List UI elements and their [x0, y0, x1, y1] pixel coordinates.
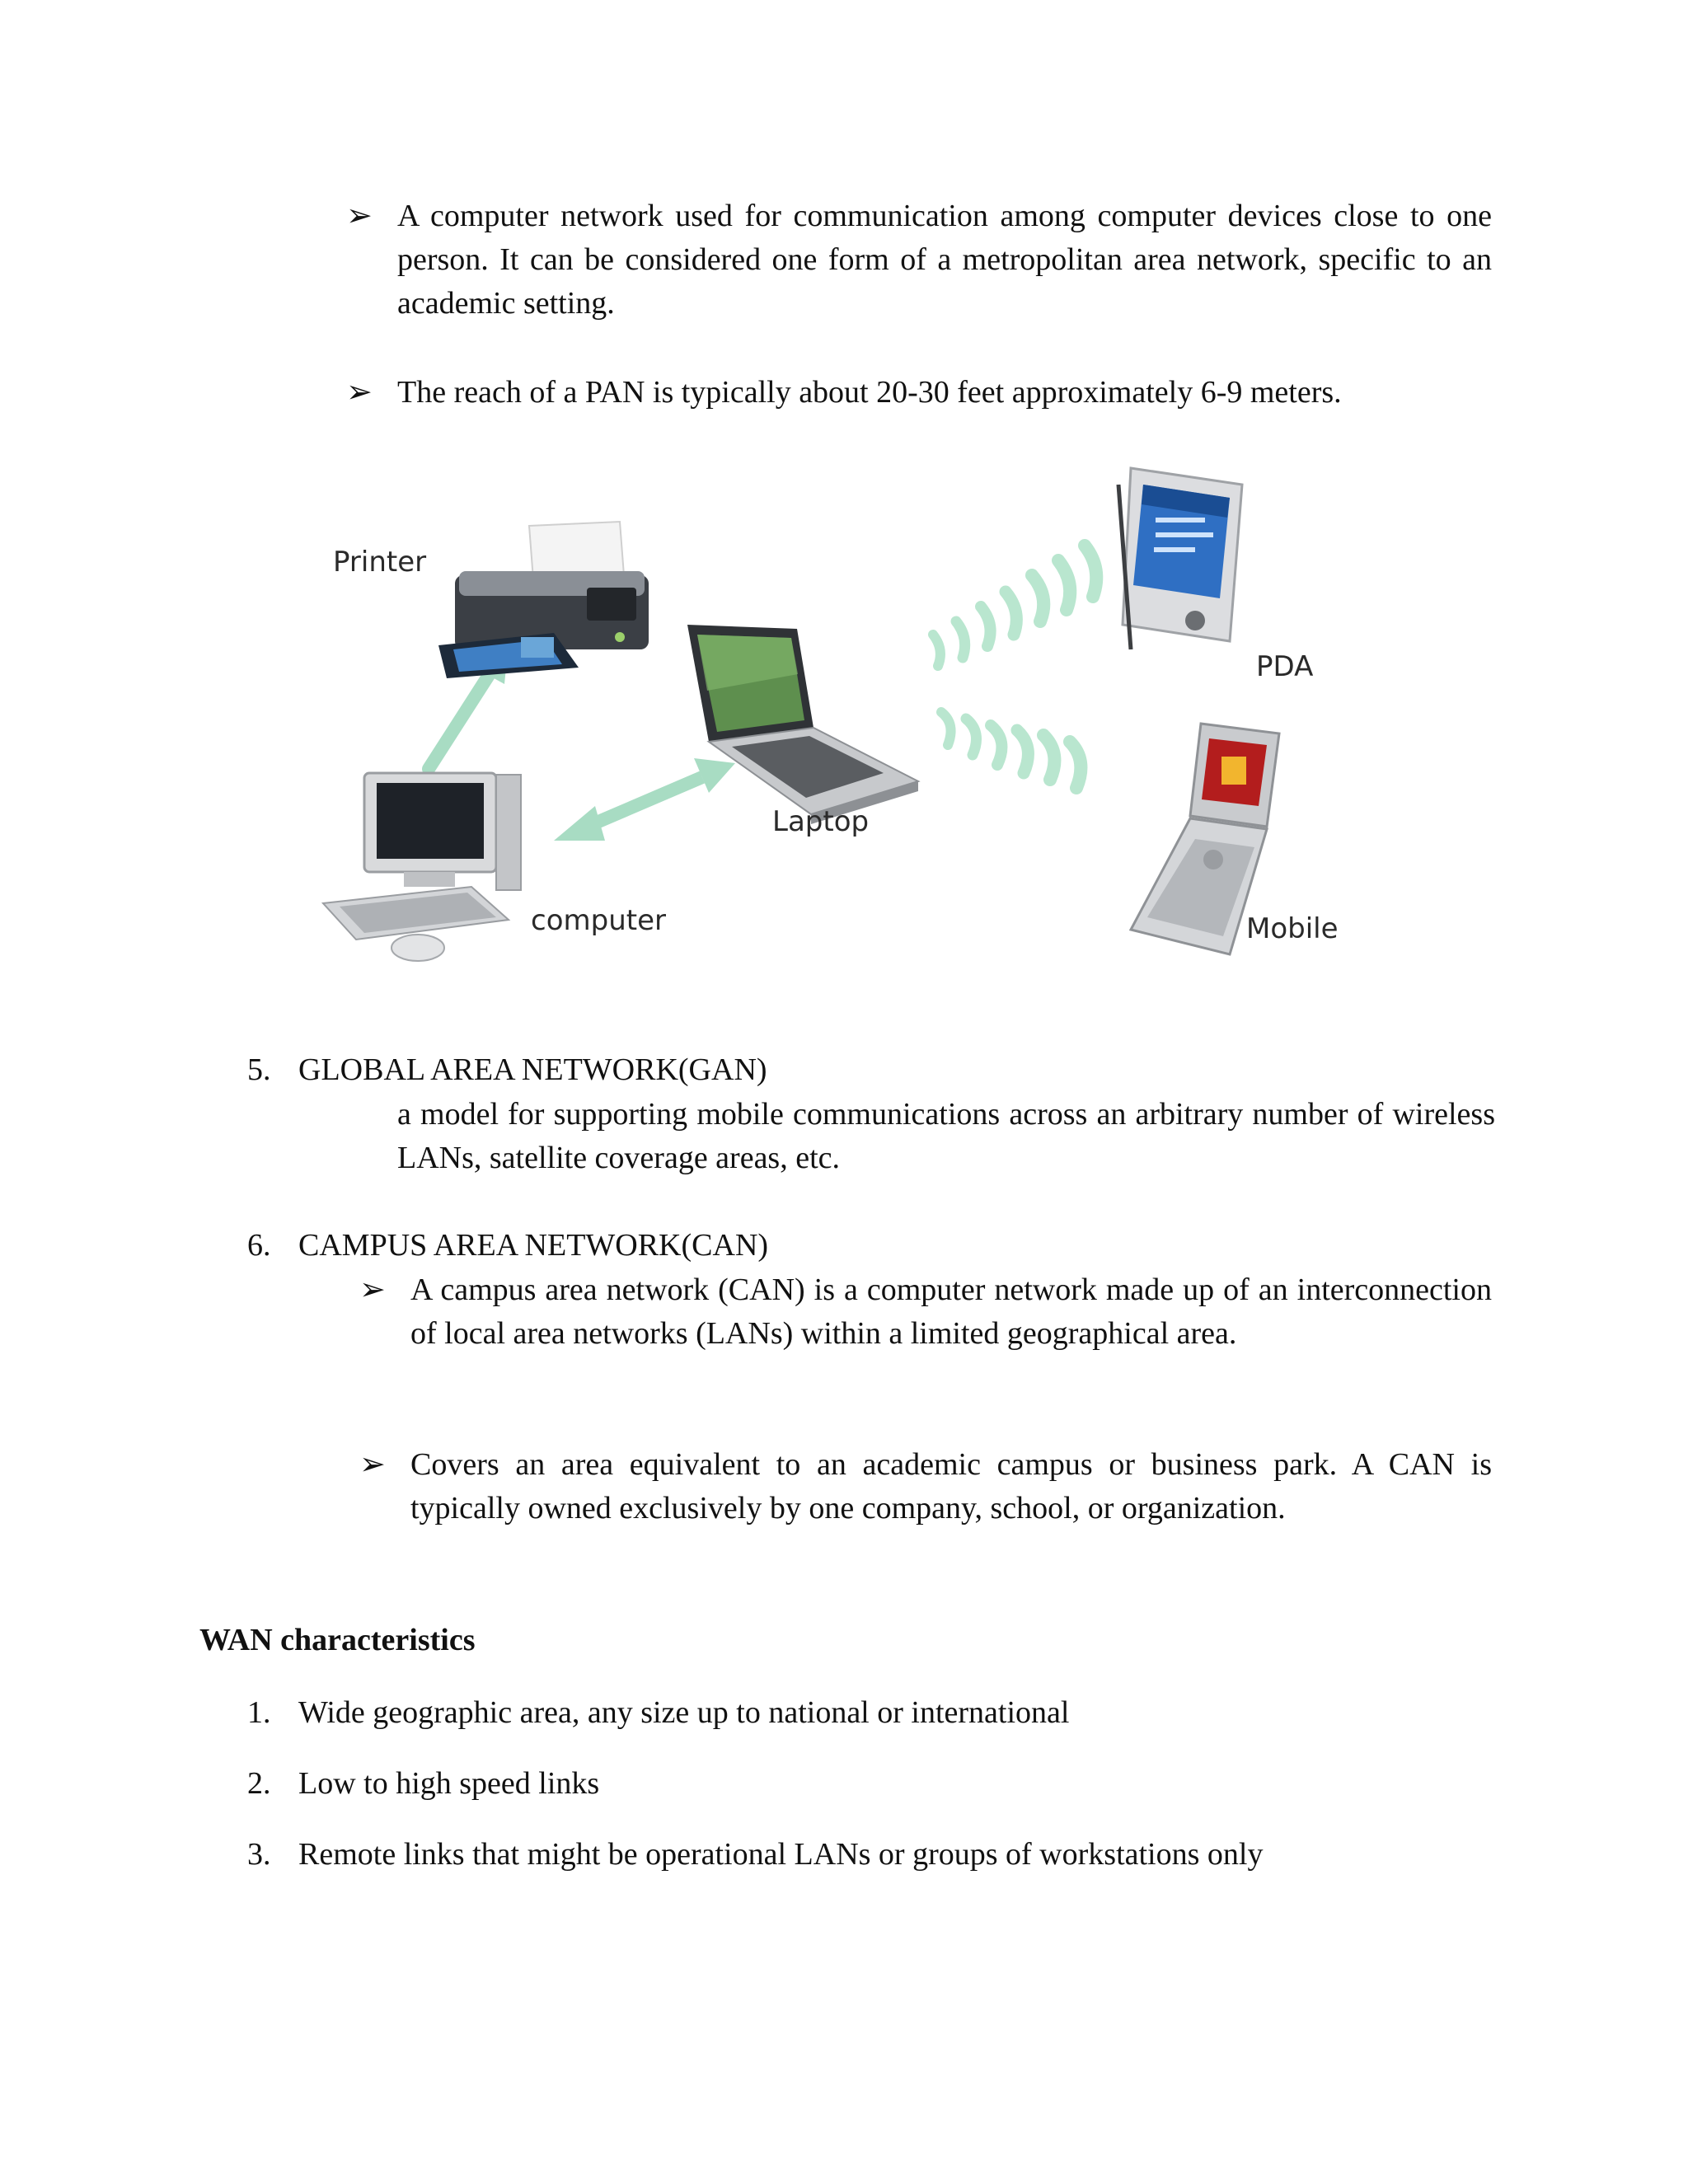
can-title: CAMPUS AREA NETWORK(CAN) [298, 1228, 769, 1263]
wireless-waves-to-mobile [941, 712, 1081, 788]
printer-label: Printer [333, 546, 427, 579]
gan-number: 5. [247, 1052, 271, 1087]
arrow-bullet-icon: ➢ [359, 1447, 386, 1482]
mobile-label: Mobile [1246, 912, 1339, 945]
arrow-bullet-icon: ➢ [359, 1272, 386, 1307]
arrow-bullet-icon: ➢ [346, 375, 373, 410]
can-heading [247, 1224, 768, 1268]
pda-icon [1118, 468, 1242, 649]
can-bullet-1-text: A campus area network (CAN) is a computer network made up of an interconnection of local area networks (LANs) within a limited geographical area. [410, 1272, 1492, 1351]
gan-title: GLOBAL AREA NETWORK(GAN) [298, 1052, 767, 1087]
can-bullet-2 [359, 1443, 1492, 1530]
pda-label: PDA [1256, 650, 1314, 683]
wan-item-1-number: 1. [247, 1695, 271, 1730]
computer-label: computer [531, 904, 666, 937]
computer-laptop-arrow [554, 758, 735, 841]
arrow-bullet-icon: ➢ [346, 199, 373, 233]
pan-bullet-2 [346, 371, 1492, 415]
can-bullet-1 [359, 1268, 1492, 1356]
gan-description: a model for supporting mobile communications across an arbitrary number of wireless LANs, satellite coverage areas, etc. [397, 1097, 1495, 1175]
wan-item-2-number: 2. [247, 1766, 271, 1801]
pan-bullet-1 [346, 194, 1492, 326]
can-number: 6. [247, 1228, 271, 1263]
pan-bullet-2-text: The reach of a PAN is typically about 20-30 feet approximately 6-9 meters. [397, 375, 1342, 410]
gan-heading [247, 1048, 767, 1092]
pan-diagram [307, 452, 1370, 963]
pan-bullet-1-text: A computer network used for communication among computer devices close to one person. It can be considered one form of a metropolitan area network, specific to an academic setting. [397, 199, 1492, 321]
wan-heading: WAN characteristics [199, 1623, 476, 1657]
laptop-icon [687, 625, 918, 824]
can-bullet-2-text: Covers an area equivalent to an academic campus or business park. A CAN is typically owned exclusively by one company, school, or organization. [410, 1447, 1492, 1526]
wan-item-3-number: 3. [247, 1837, 271, 1872]
laptop-label: Laptop [772, 805, 870, 838]
wan-item-3 [247, 1833, 1263, 1877]
wan-item-1 [247, 1691, 1069, 1735]
wan-item-3-text: Remote links that might be operational LANs or groups of workstations only [298, 1837, 1264, 1872]
wan-item-1-text: Wide geographic area, any size up to national or international [298, 1695, 1070, 1730]
computer-icon [323, 773, 521, 961]
wireless-waves-to-pda [933, 546, 1096, 666]
printer-icon [438, 522, 649, 678]
wan-item-2-text: Low to high speed links [298, 1766, 600, 1801]
wan-item-2 [247, 1762, 599, 1806]
